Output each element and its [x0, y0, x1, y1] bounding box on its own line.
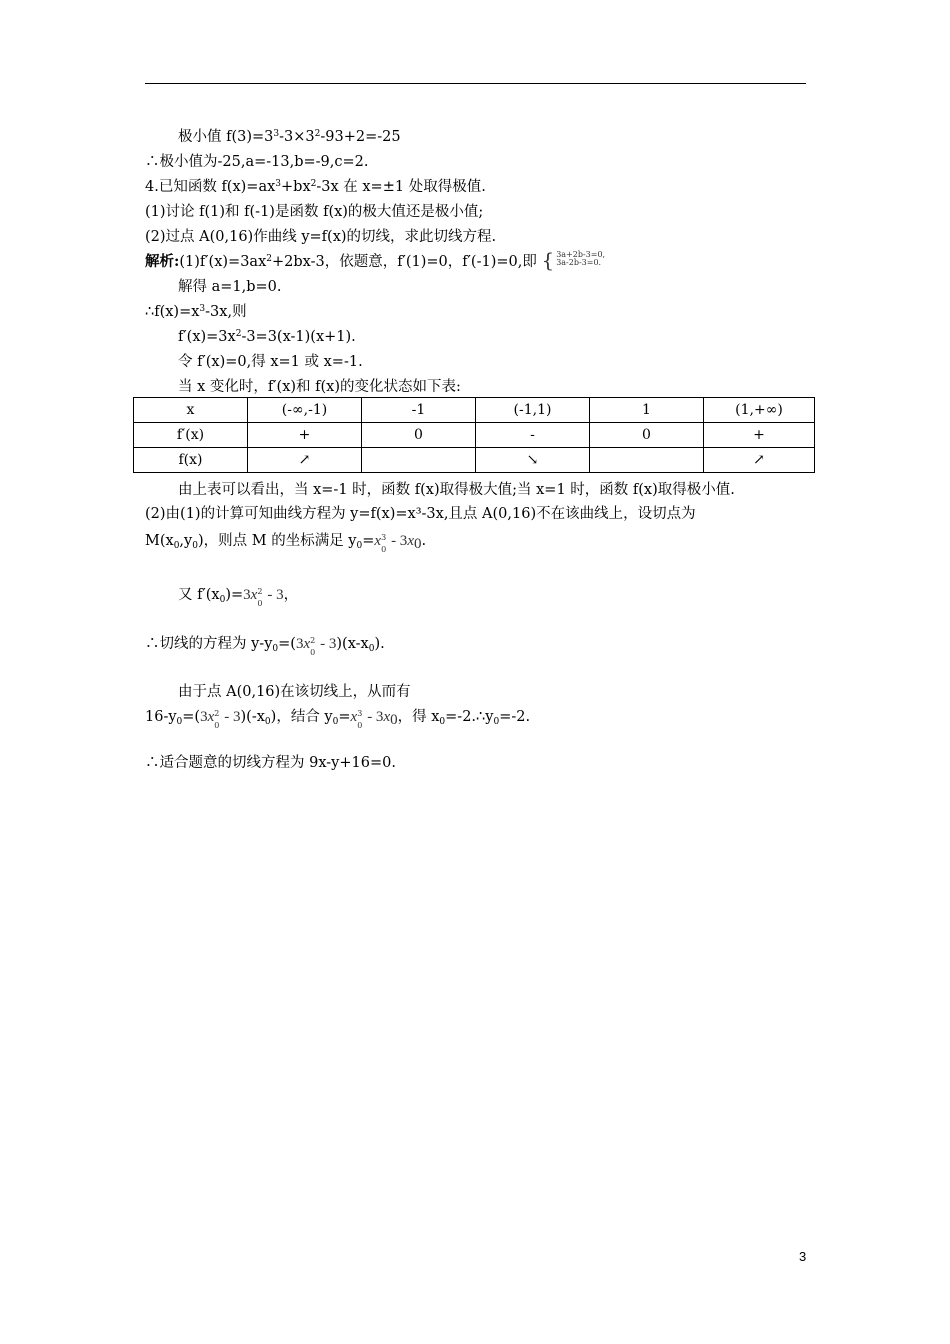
conclusion-line: ∴适合题意的切线方程为 9x-y+16=0. — [145, 755, 396, 771]
table-cell — [590, 448, 704, 473]
text-line: 极小值 $f(3)=3^3-3\times 3^2-93+2=-25$ — [178, 129, 401, 145]
table-cell: x — [134, 398, 248, 423]
table-cell: (1,+∞) — [704, 398, 815, 423]
table-cell: ↗ — [704, 448, 815, 473]
text-line: $16-y_0=(3x$ 2 0 - $3)(-x_0)$，结合 $y_0=x$ 3 0 - $3x_0$，得 $x_0=-2.\therefore y_0=-2$. — [145, 709, 531, 730]
table-cell: f(x) — [134, 448, 248, 473]
table-cell: ↘ — [476, 448, 590, 473]
table-cell: 0 — [362, 423, 476, 448]
table-row — [134, 448, 815, 473]
table-row — [134, 398, 815, 423]
text-line: 又 $f'(x_0)=3x$ 2 0 - 3， — [178, 587, 299, 608]
page-number: 3 — [799, 1249, 807, 1264]
table-cell: (-1,1) — [476, 398, 590, 423]
text-line: 当 x 变化时，f′(x)和 f(x)的变化状态如下表: — [178, 379, 461, 395]
text-line: 令 f′(x)=0,得 x=1 或 x=-1. — [178, 354, 363, 370]
table-cell: - — [476, 423, 590, 448]
text-line: ∴极小值为-25,a=-13,b=-9,c=2. — [145, 154, 369, 170]
table-cell: 0 — [590, 423, 704, 448]
table-cell: f′(x) — [134, 423, 248, 448]
table-cell: (-∞,-1) — [248, 398, 362, 423]
solution-line: 解析$:(1)f'(x)=3ax^2+2bx-3$，依题意，f′(1)=0，f′(-1)=0,即 { 3a+2b-3=0, 3a-2b-3=0. — [145, 248, 606, 272]
table-cell: + — [704, 423, 815, 448]
table-cell: -1 — [362, 398, 476, 423]
table-cell — [362, 448, 476, 473]
variation-table — [133, 397, 815, 473]
text-line: ∴切线的方程为 $y-y_0=(3x$ 2 0 - $3)(x-x_0)$. — [145, 636, 385, 657]
text-line: $M(x_0,y_0)$，则点 M 的坐标满足 $y_0=x$ 3 0 - $3x_0$. — [145, 533, 427, 554]
header-rule — [145, 83, 806, 84]
table-cell: + — [248, 423, 362, 448]
problem-part-2: (2)过点 A(0,16)作曲线 y=f(x)的切线，求此切线方程. — [145, 229, 497, 245]
table-cell: ↗ — [248, 448, 362, 473]
text-line: 由于点 A(0,16)在该切线上，从而有 — [178, 684, 411, 700]
problem-part-1: (1)讨论 f(1)和 f(-1)是函数 f(x)的极大值还是极小值; — [145, 204, 484, 220]
solution-label: 解析: — [145, 253, 180, 270]
problem-statement: 4.已知函数 $f(x)=ax^3+bx^2-3x$ 在 x=±1 处取得极值. — [145, 179, 486, 195]
text-line: $\therefore f(x)=x^3-3x$,则 — [145, 304, 247, 320]
text-line: (2)由(1)的计算可知曲线方程为 y=f(x)=x³-3x,且点 A(0,16)不在该曲线上，设切点为 — [145, 506, 696, 522]
text-line: $f'(x)=3x^2-3=3(x-1)(x+1)$. — [178, 329, 356, 345]
table-row — [134, 423, 815, 448]
text-line: 解得 a=1,b=0. — [178, 279, 282, 295]
text-line: 由上表可以看出，当 x=-1 时，函数 f(x)取得极大值;当 x=1 时，函数 f(x)取得极小值. — [178, 482, 735, 498]
equation-system: { 3a+2b-3=0, 3a-2b-3=0. — [541, 248, 606, 272]
table-cell: 1 — [590, 398, 704, 423]
